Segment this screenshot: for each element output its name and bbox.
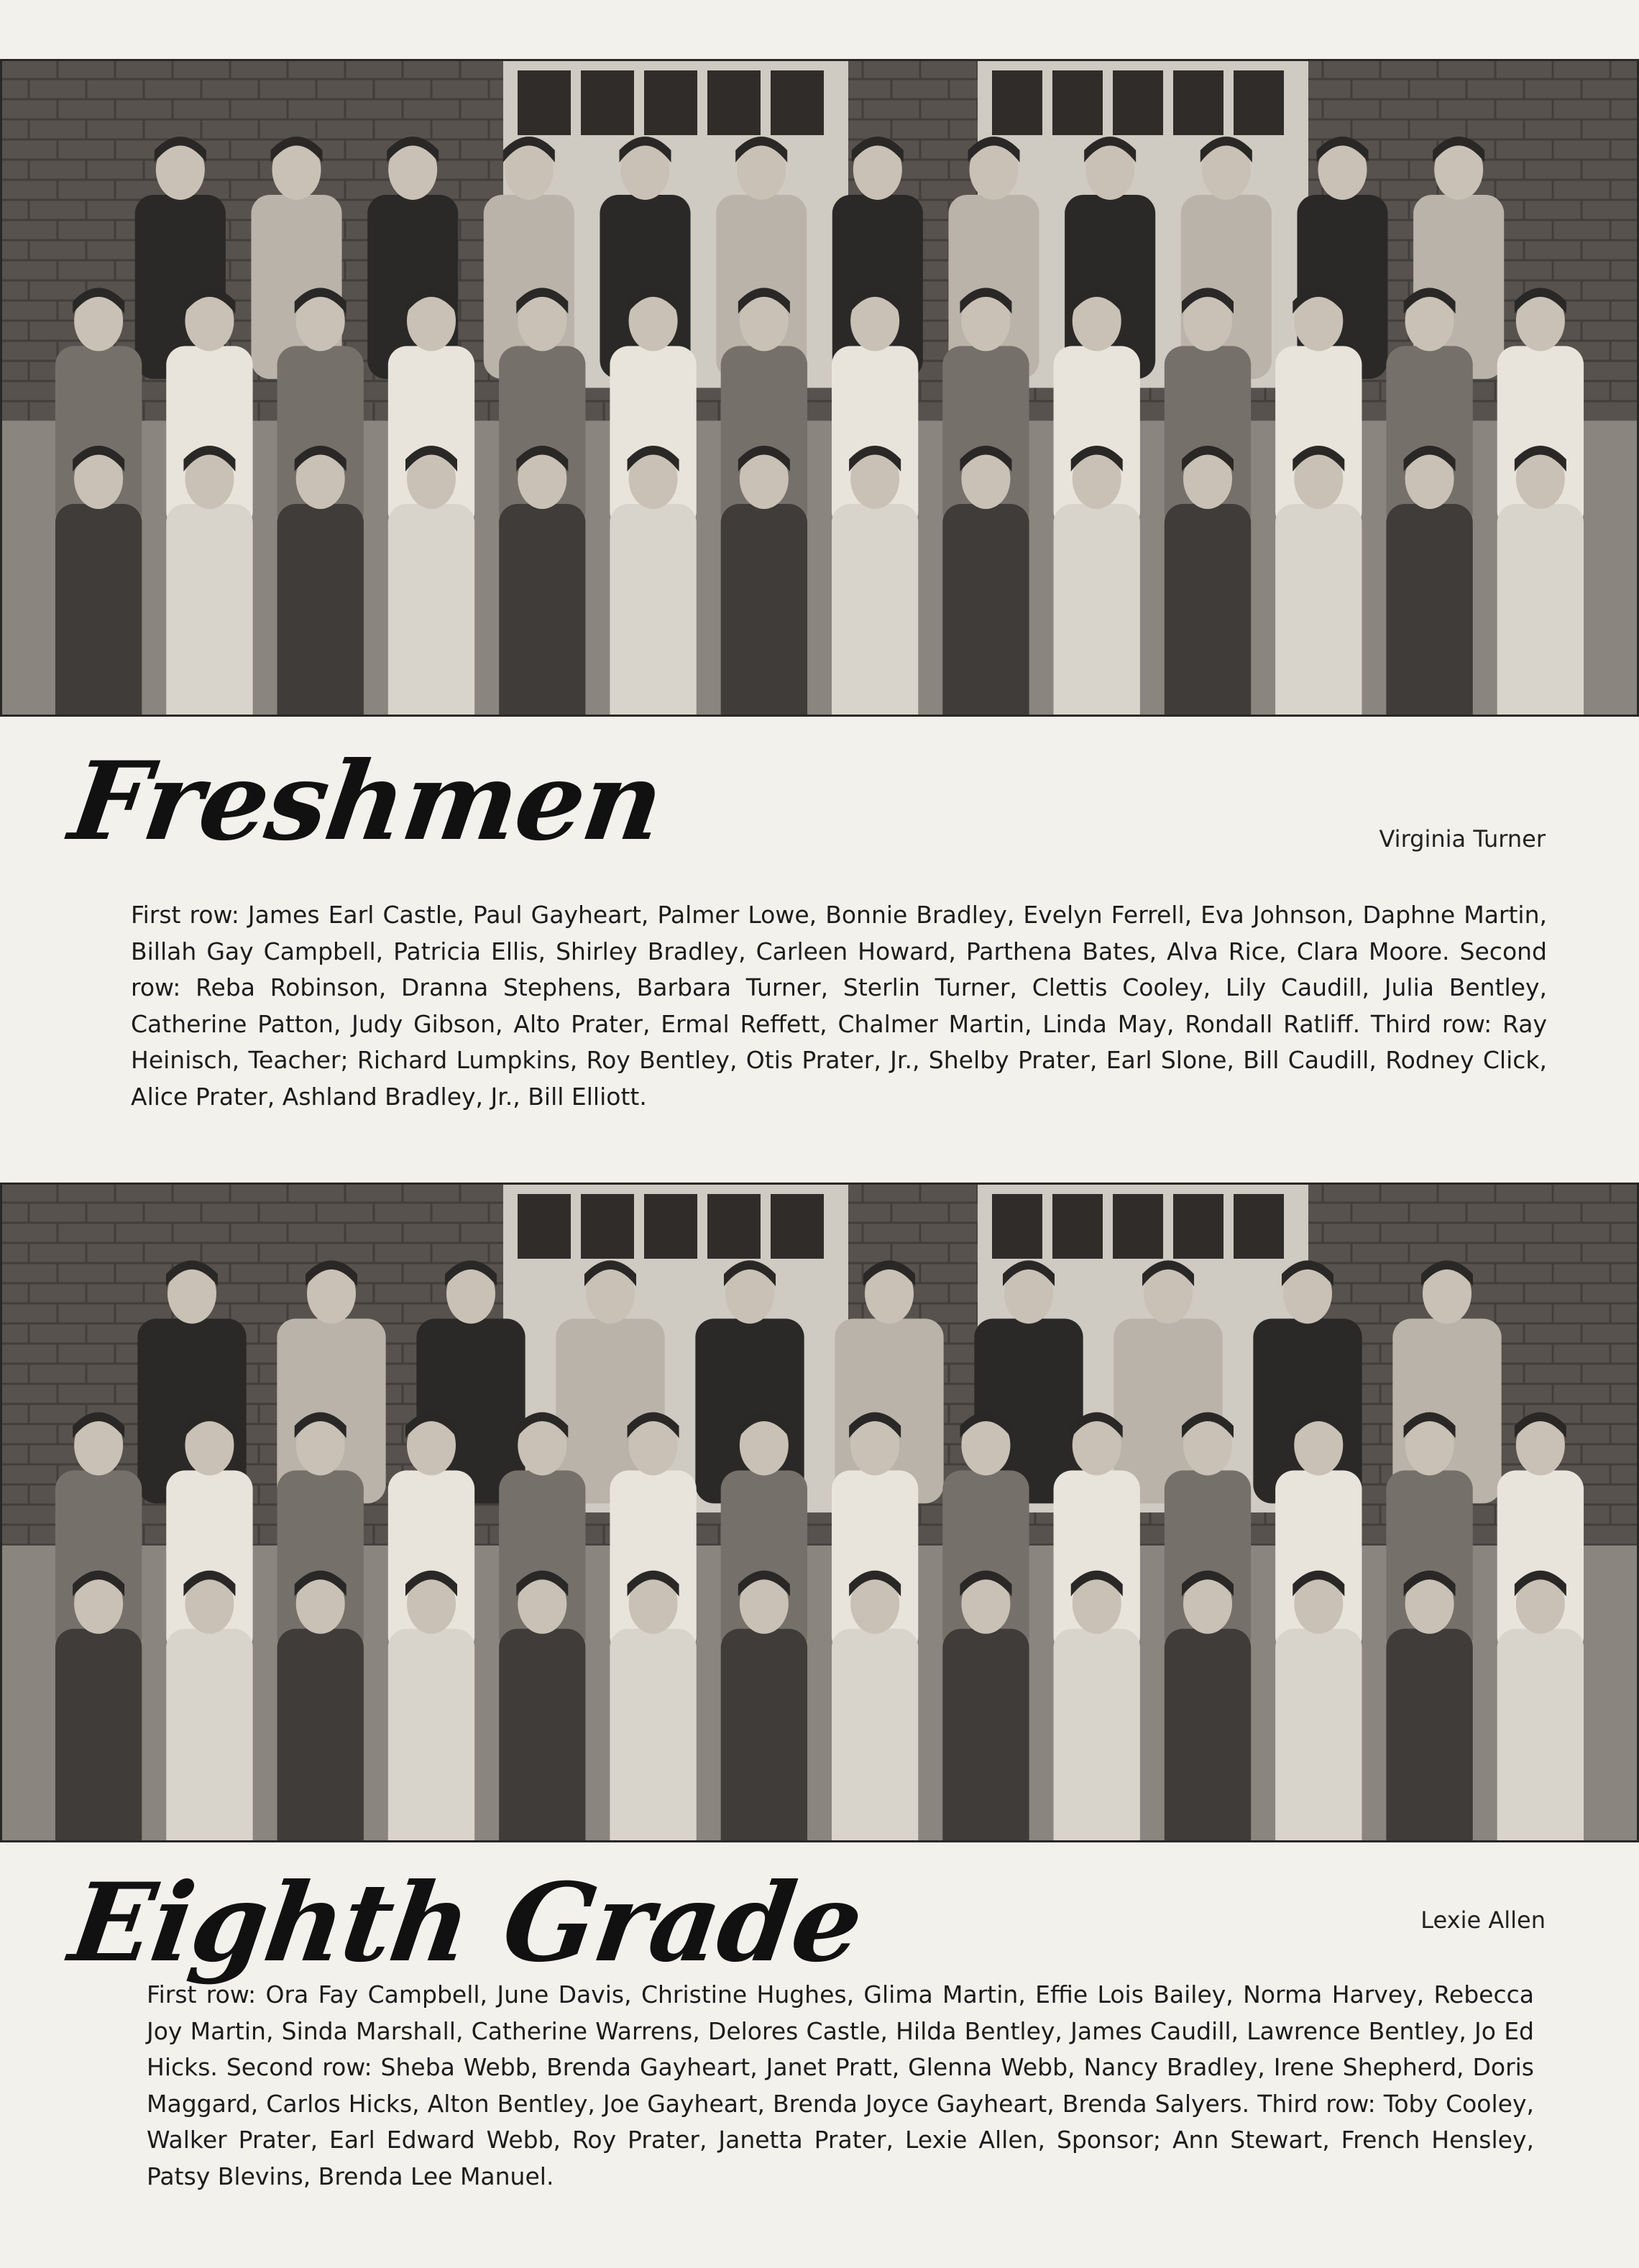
freshmen-class-photo: [0, 59, 1639, 717]
eighth-grade-class-photo: [0, 1183, 1639, 1842]
freshmen-photo-drawing: [0, 59, 1639, 717]
freshmen-sponsor-name: Virginia Turner: [1379, 825, 1546, 853]
eighth-grade-sponsor-name: Lexie Allen: [1420, 1906, 1546, 1934]
freshmen-heading: Freshmen: [63, 738, 670, 865]
eighth-grade-heading: Eighth Grade: [63, 1860, 869, 1986]
eighth-grade-photo-drawing: [0, 1183, 1639, 1842]
freshmen-caption: First row: James Earl Castle, Paul Gayheart, Palmer Lowe, Bonnie Bradley, Evelyn Ferrell, Eva Johnson, Daphne Martin, Billah Gay Campbell, Patricia Ellis, Shirley Bradley, Carleen Howard, Parthena Bates, Alva Rice, Clara Moore. Second row: Reba Robinson, Dranna Stephens, Barbara Turner, Sterlin Turner, Clettis Cooley, Lily Caudill, Julia Bentley, Catherine Patton, Judy Gibson, Alto Prater, Ermal Reffett, Chalmer Martin, Linda May, Rondall Ratliff. Third row: Ray Heinisch, Teacher; Richard Lumpkins, Roy Bentley, Otis Prater, Jr., Shelby Prater, Earl Slone, Bill Caudill, Rodney Click, Alice Prater, Ashland Bradley, Jr., Bill Elliott.: [131, 901, 1547, 1111]
eighth-grade-caption: First row: Ora Fay Campbell, June Davis, Christine Hughes, Glima Martin, Effie Lois Bailey, Norma Harvey, Rebecca Joy Martin, Sinda Marshall, Catherine Warrens, Delores Castle, Hilda Bentley, James Caudill, Lawrence Bentley, Jo Ed Hicks. Second row: Sheba Webb, Brenda Gayheart, Janet Pratt, Glenna Webb, Nancy Bradley, Irene Shepherd, Doris Maggard, Carlos Hicks, Alton Bentley, Joe Gayheart, Brenda Joyce Gayheart, Brenda Salyers. Third row: Toby Cooley, Walker Prater, Earl Edward Webb, Roy Prater, Janetta Prater, Lexie Allen, Sponsor; Ann Stewart, French Hensley, Patsy Blevins, Brenda Lee Manuel.: [147, 1980, 1534, 2190]
